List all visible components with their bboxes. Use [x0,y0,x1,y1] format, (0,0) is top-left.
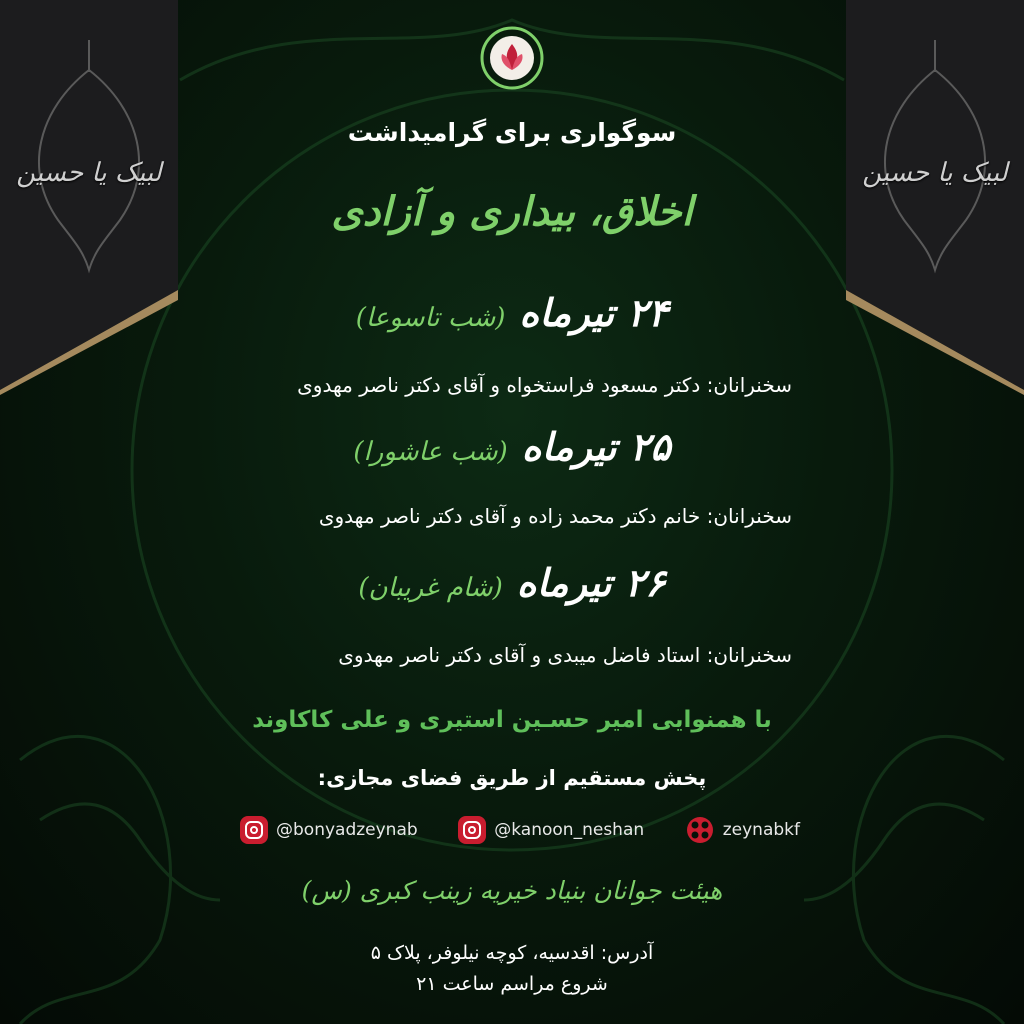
event-date-3 [180,560,844,605]
banner-left [0,0,178,395]
banner-left-shape [0,0,178,395]
event-speakers-2: سخنرانان: خانم دکتر محمد زاده و آقای دکتر ناصر مهدوی [318,504,792,528]
bonyad-zeynab-logo [472,24,552,92]
event-speakers-1: سخنرانان: دکتر مسعود فراستخواه و آقای دکتر ناصر مهدوی [297,373,792,397]
event-date-3-day: ۲۶ تیرماه [516,560,666,605]
social-handle: @kanoon_neshan [494,820,645,840]
event-title: سوگواری برای گرامیداشت [347,118,677,147]
social-links [240,815,800,845]
event-date-2-night: (شب عاشورا) [353,437,508,467]
event-start-time: شروع مراسم ساعت ۲۱ [416,973,608,995]
instagram-icon [240,816,268,844]
social-handle: zeynabkf [722,820,800,840]
event-date-1-day: ۲۴ تیرماه [519,290,669,335]
banner-right-calligraphy: لبیک یا حسین [862,158,1008,188]
social-handle: @bonyadzeynab [276,820,418,840]
event-theme: اخلاق، بیداری و آزادی [331,188,693,235]
banner-right-shape [846,0,1024,395]
social-zeynabkf[interactable] [685,815,800,845]
banner-left-calligraphy: لبیک یا حسین [16,158,162,188]
music-performers: با همنوایی امیر حسـین استیری و علی کاکاوند [252,707,772,733]
event-address: آدرس: اقدسیه، کوچه نیلوفر، پلاک ۵ [370,942,654,964]
event-date-2 [180,424,844,469]
event-date-2-day: ۲۵ تیرماه [521,424,671,469]
banner-right [846,0,1024,395]
organizer-name: هیئت جوانان بنیاد خیریه زینب کبری (س) [301,876,723,905]
social-kanoon-neshan[interactable] [458,816,644,844]
aparat-icon [685,815,715,845]
event-date-1-night: (شب تاسوعا) [355,303,506,333]
social-bonyadzeynab[interactable] [240,816,418,844]
event-date-1 [180,290,844,335]
live-stream-note: پخش مستقیم از طریق فضای مجازی: [317,766,707,790]
event-speakers-3: سخنرانان: استاد فاضل میبدی و آقای دکتر ناصر مهدوی [338,643,792,667]
instagram-icon [458,816,486,844]
event-date-3-night: (شام غریبان) [358,573,503,603]
